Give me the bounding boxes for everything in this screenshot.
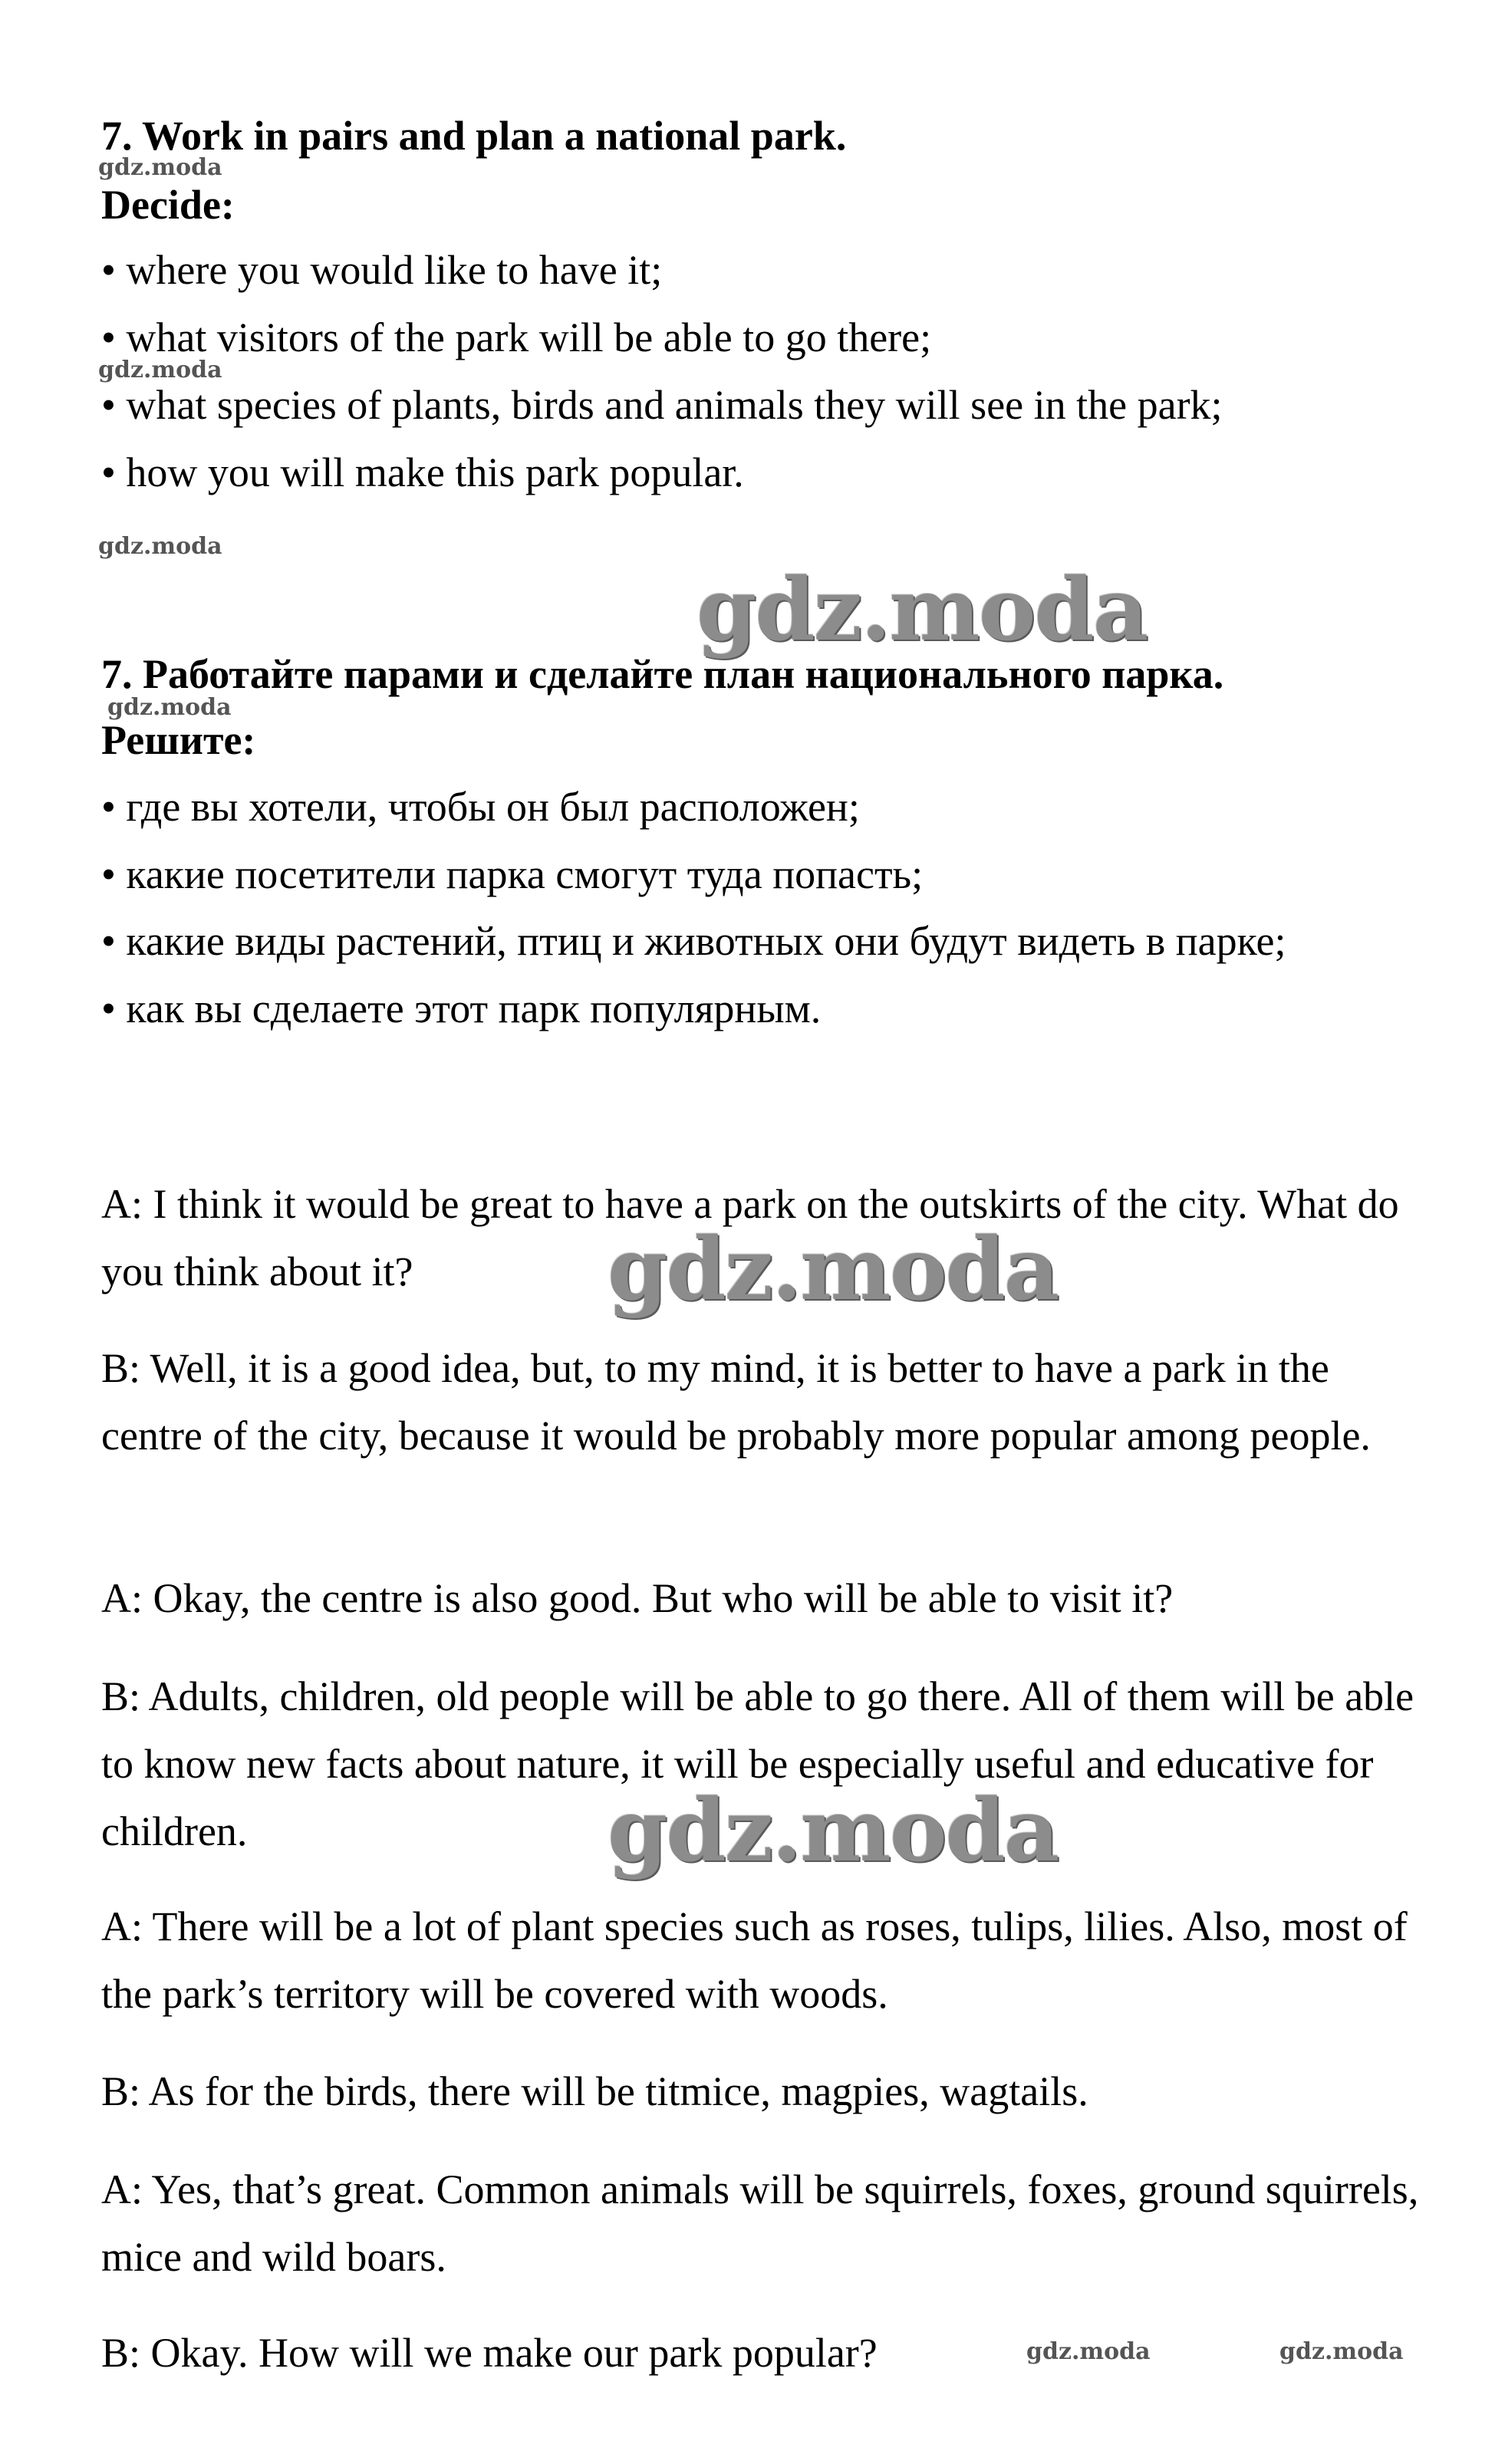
dialogue-line-4: B: Adults, children, old people will be able to go there. All of them will be able to know new facts about nature, it will be especially useful and educative for children.	[101, 1673, 1414, 1854]
list-item-ru-1: • где вы хотели, чтобы он был расположен;	[101, 784, 860, 830]
dialogue-line-8: B: Okay. How will we make our park popular?	[101, 2330, 878, 2376]
watermark-large: gdz.moda	[696, 560, 1148, 660]
task-title-en: 7. Work in pairs and plan a national park.	[101, 113, 847, 159]
list-item-en-3: • what species of plants, birds and animals they will see in the park;	[101, 382, 1223, 428]
watermark-large: gdz.moda	[608, 1219, 1059, 1320]
list-item-ru-4: • как вы сделаете этот парк популярным.	[101, 985, 822, 1031]
watermark-large: gdz.moda	[608, 1781, 1059, 1881]
watermark-small: gdz.moda	[98, 533, 222, 560]
dialogue-line-7: A: Yes, that’s great. Common animals will be squirrels, foxes, ground squirrels, mice and wild boars.	[101, 2166, 1419, 2280]
list-item-en-4: • how you will make this park popular.	[101, 449, 744, 495]
dialogue-line-5: A: There will be a lot of plant species such as roses, tulips, lilies. Also, most of the park’s territory will be covered with woods.	[101, 1903, 1408, 2017]
dialogue-line-1: A: I think it would be great to have a park on the outskirts of the city. What do you think about it?	[101, 1181, 1399, 1295]
list-item-en-1: • where you would like to have it;	[101, 247, 663, 293]
task-title-ru: 7. Работайте парами и сделайте план национального парка.	[101, 651, 1224, 697]
watermark-small: gdz.moda	[107, 694, 232, 721]
decide-label-ru: Решите:	[101, 717, 256, 763]
list-item-ru-2: • какие посетители парка смогут туда попасть;	[101, 851, 924, 897]
dialogue-line-6: B: As for the birds, there will be titmice, magpies, wagtails.	[101, 2068, 1088, 2114]
list-item-ru-3: • какие виды растений, птиц и животных они будут видеть в парке;	[101, 918, 1286, 964]
dialogue-line-2: B: Well, it is a good idea, but, to my mind, it is better to have a park in the centre of the city, because it would be probably more popular among people.	[101, 1345, 1371, 1459]
dialogue-line-3: A: Okay, the centre is also good. But who will be able to visit it?	[101, 1575, 1174, 1621]
watermark-small: gdz.moda	[1279, 2338, 1404, 2365]
watermark-small: gdz.moda	[98, 154, 222, 181]
list-item-en-2: • what visitors of the park will be able to go there;	[101, 314, 932, 360]
decide-label-en: Decide:	[101, 182, 235, 228]
watermark-small: gdz.moda	[1026, 2338, 1151, 2365]
watermark-small: gdz.moda	[98, 357, 222, 383]
